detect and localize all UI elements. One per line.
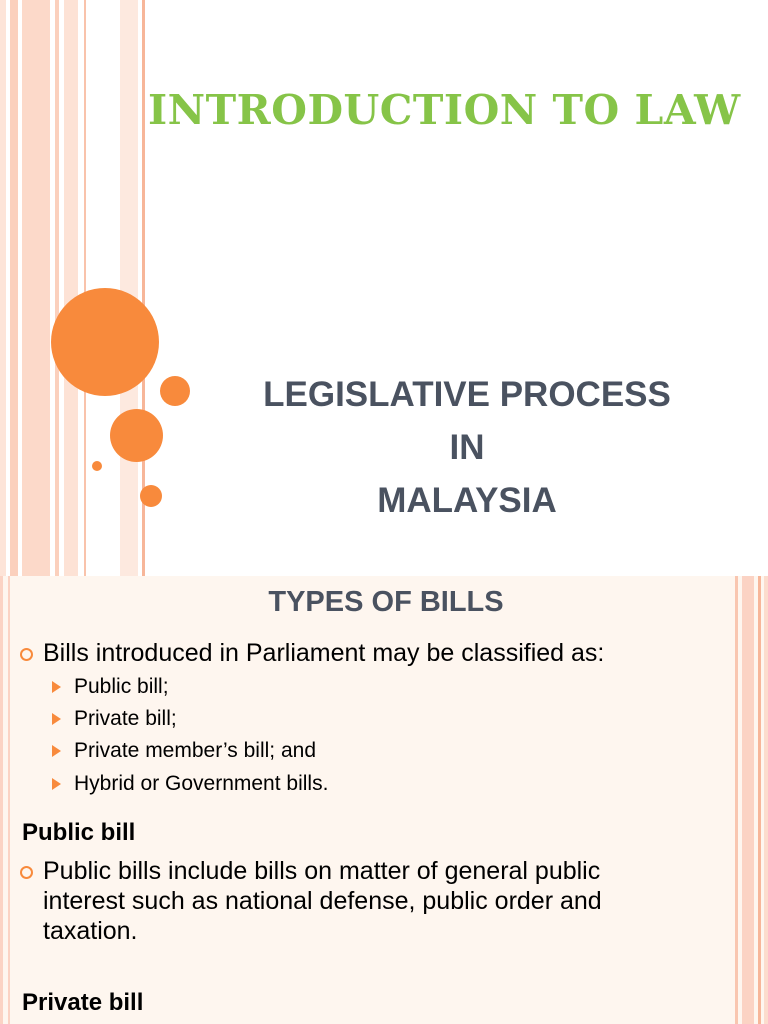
list-item-text: Private bill; xyxy=(74,707,177,730)
subtitle-line: MALAYSIA xyxy=(377,481,557,520)
list-item-text: Public bill; xyxy=(74,675,169,698)
subtitle-line: LEGISLATIVE PROCESS xyxy=(263,375,671,414)
decor-strip xyxy=(742,576,754,1024)
arrow-bullet-icon xyxy=(52,681,61,693)
slide-heading: TYPES OF BILLS xyxy=(268,586,504,618)
decor-strip xyxy=(55,0,59,576)
bullet-text-line: Public bills include bills on matter of general public xyxy=(43,857,601,885)
arrow-bullet-icon xyxy=(52,745,61,757)
decor-circle-tiny xyxy=(92,461,102,471)
arrow-bullet-icon xyxy=(52,778,61,790)
decor-circle-small xyxy=(140,485,162,507)
list-item-text: Private member’s bill; and xyxy=(74,739,316,762)
decor-strip xyxy=(120,0,138,576)
decor-circle-small xyxy=(160,376,190,406)
bullet-text: Bills introduced in Parliament may be classified as: xyxy=(43,639,605,667)
slide-types-of-bills xyxy=(0,576,768,1024)
decor-strip xyxy=(735,576,738,1024)
decor-strip xyxy=(64,0,78,576)
decor-strip xyxy=(0,576,3,1024)
presentation-title: INTRODUCTION TO LAW xyxy=(148,86,741,134)
list-item-text: Hybrid or Government bills. xyxy=(74,772,329,795)
arrow-bullet-icon xyxy=(52,713,61,725)
section-heading-public-bill: Public bill xyxy=(22,819,136,846)
decor-strip xyxy=(8,576,10,1024)
decor-strip xyxy=(758,576,761,1024)
decor-strip xyxy=(10,0,18,576)
decor-circle-large xyxy=(51,288,159,396)
decor-strip xyxy=(84,0,86,576)
subtitle-line: IN xyxy=(449,428,485,467)
circle-bullet-icon xyxy=(20,648,33,661)
circle-bullet-icon xyxy=(20,866,33,879)
section-heading-private-bill: Private bill xyxy=(22,989,144,1016)
decor-strip xyxy=(764,576,768,1024)
decor-strip xyxy=(0,0,6,576)
decor-circle-medium xyxy=(110,409,163,462)
bullet-text-line: interest such as national defense, public order and xyxy=(43,887,602,915)
decor-strip xyxy=(22,0,50,576)
presentation-subtitle xyxy=(230,368,704,527)
bullet-text-line: taxation. xyxy=(43,917,138,945)
